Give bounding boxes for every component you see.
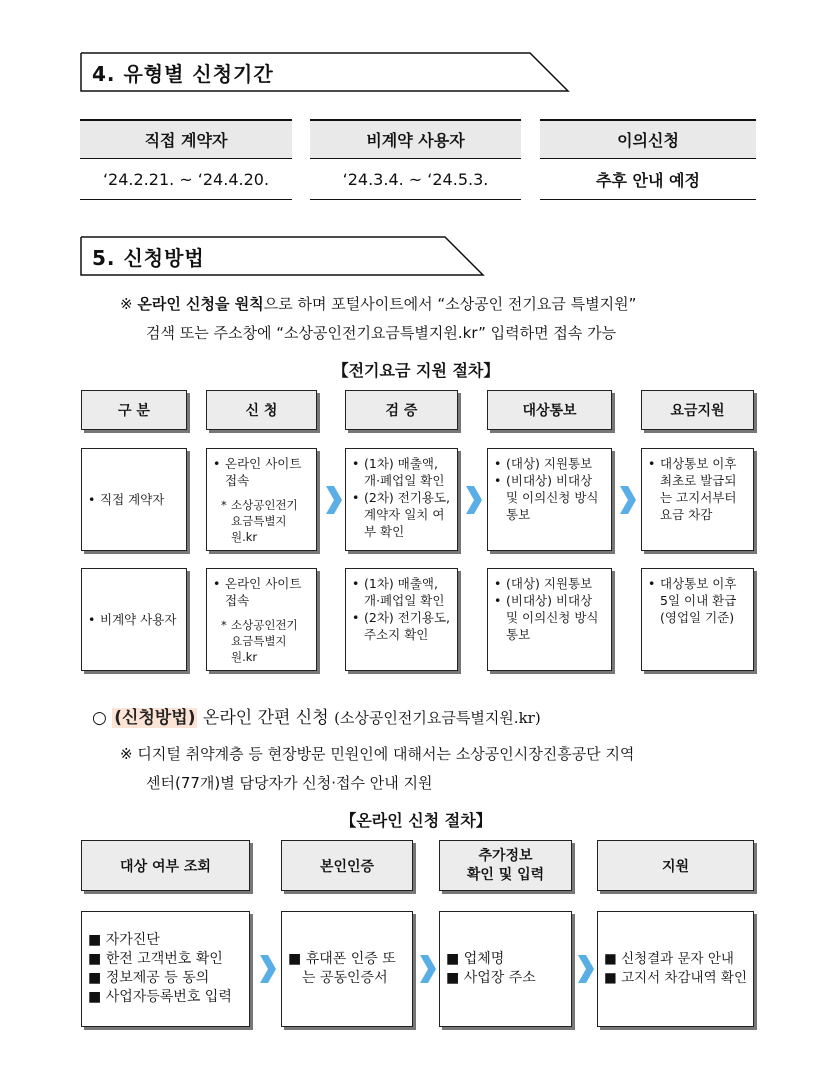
- square-bullet-icon: ■: [288, 951, 302, 967]
- section-4-title-box: [80, 52, 570, 92]
- proc-header-apply: 신 청: [206, 390, 317, 430]
- step-text: 휴대폰 인증 또는 공동인증서: [302, 951, 396, 986]
- notice-item: • (대상) 지원통보: [494, 455, 605, 472]
- step-text: 자가진단: [105, 932, 160, 948]
- step-item: [88, 988, 243, 1007]
- square-bullet-icon: ■: [88, 932, 102, 948]
- chevron-right-icon: [578, 955, 594, 983]
- notice-item: • (대상) 지원통보: [494, 575, 605, 592]
- verify-item: • (2차) 전기용도, 주소지 확인: [352, 609, 451, 643]
- online-header-support: 지원: [597, 840, 754, 891]
- square-bullet-icon: ■: [446, 951, 460, 967]
- proc-header-support: 요금지원: [641, 390, 754, 430]
- online-header-extra-line2: 확인 및 입력: [466, 866, 545, 883]
- online-step-auth: [281, 911, 413, 1027]
- proc-row2-verify: [345, 568, 458, 671]
- chevron-right-icon: [420, 955, 436, 983]
- apply-sub: [213, 497, 310, 545]
- online-header-lookup: 대상 여부 조회: [81, 840, 250, 891]
- proc-header-type: 구 분: [81, 390, 187, 430]
- note-rest: 으로 하며 포털사이트에서 “소상공인 전기요금 특별지원”: [263, 295, 637, 313]
- online-step-extra: [439, 911, 572, 1027]
- method-label: (신청방법): [114, 708, 196, 728]
- step-item: [604, 950, 747, 969]
- proc-row1-apply: [206, 448, 317, 551]
- step-text: 업체명: [463, 951, 505, 967]
- support-note: (영업일 기준): [660, 610, 735, 625]
- online-procedure-title: 【온라인 신청 절차】: [340, 811, 492, 830]
- chevron-right-icon: [326, 486, 342, 514]
- note-bold: 온라인 신청을 원칙: [137, 295, 264, 313]
- notice-item: • (비대상) 비대상 및 이의신청 방식 통보: [494, 592, 605, 643]
- online-note: [120, 290, 770, 348]
- square-bullet-icon: ■: [88, 951, 102, 967]
- apply-sub-mark: *: [221, 498, 227, 512]
- section-5-title: 5. 신청방법: [92, 245, 205, 270]
- step-text: 사업장 주소: [463, 970, 536, 986]
- verify-item: • (1차) 매출액, 개·폐업일 확인: [352, 455, 451, 489]
- online-step-support: [597, 911, 754, 1027]
- proc-header-notice: 대상통보: [487, 390, 612, 430]
- step-text: 정보제공 등 동의: [105, 970, 210, 986]
- proc-row1-support: [641, 448, 754, 551]
- chevron-right-icon: [466, 486, 482, 514]
- period-value-direct: ‘24.2.21. ~ ‘24.4.20.: [80, 160, 292, 200]
- proc-header-verify: 검 증: [345, 390, 458, 430]
- period-header-direct: 직접 계약자: [80, 119, 292, 159]
- apply-main: • 온라인 사이트 접속: [213, 575, 310, 609]
- support-item: • 대상통보 이후 최초로 발급되는 고지서부터 요금 차감: [648, 455, 747, 523]
- step-text: 사업자등록번호 입력: [105, 989, 232, 1005]
- digital-note: [120, 740, 770, 798]
- online-header-extra: [439, 840, 572, 891]
- period-header-noncontract: 비계약 사용자: [310, 119, 521, 159]
- period-value-objection: 추후 안내 예정: [540, 160, 756, 200]
- apply-main: • 온라인 사이트 접속: [213, 455, 310, 489]
- step-text: 고지서 차감내역 확인: [621, 970, 748, 986]
- method-paren: (소상공인전기요금특별지원.kr): [334, 709, 541, 727]
- online-step-lookup: [81, 911, 250, 1027]
- proc-type-label: • 직접 계약자: [88, 491, 164, 508]
- online-header-extra-line1: 추가정보: [478, 847, 533, 864]
- circle-bullet: ○: [92, 708, 107, 728]
- proc-row1-notice: [487, 448, 612, 551]
- square-bullet-icon: ■: [446, 970, 460, 986]
- step-text: 신청결과 문자 안내: [621, 951, 734, 967]
- square-bullet-icon: ■: [604, 951, 617, 967]
- chevron-right-icon: [620, 486, 636, 514]
- apply-sub: [213, 617, 310, 665]
- notice-item: • (비대상) 비대상 및 이의신청 방식 통보: [494, 472, 605, 523]
- online-note-line1: [120, 290, 770, 319]
- support-item: • 대상통보 이후 5일 이내 환급: [648, 575, 747, 609]
- period-value-noncontract: ‘24.3.4. ~ ‘24.5.3.: [310, 160, 521, 200]
- proc-row2-support: [641, 568, 754, 671]
- period-header-objection: 이의신청: [540, 119, 756, 159]
- online-note-line2: 검색 또는 주소창에 “소상공인전기요금특별지원.kr” 입력하면 접속 가능: [146, 324, 617, 342]
- step-item: [604, 969, 747, 988]
- digital-note-line1: [120, 740, 770, 769]
- square-bullet-icon: ■: [88, 970, 102, 986]
- step-item: [446, 969, 565, 988]
- proc-type-label: • 비계약 사용자: [88, 611, 176, 628]
- method-text: 온라인 간편 신청: [202, 708, 329, 728]
- apply-sub-text: 소상공인전기 요금특별지원.kr: [231, 618, 298, 664]
- verify-item: • (1차) 매출액, 개·폐업일 확인: [352, 575, 451, 609]
- proc-row2-type: [81, 568, 187, 671]
- chevron-right-icon: [260, 955, 276, 983]
- step-item: [446, 950, 565, 969]
- proc-row2-apply: [206, 568, 317, 671]
- section-4-title: 4. 유형별 신청기간: [92, 61, 274, 86]
- section-5-title-box: [80, 236, 485, 276]
- square-bullet-icon: ■: [88, 989, 102, 1005]
- step-item: [288, 950, 406, 988]
- apply-sub-text: 소상공인전기 요금특별지원.kr: [231, 498, 298, 544]
- step-item: [88, 931, 243, 950]
- digital-note-text: 디지털 취약계층 등 현장방문 민원인에 대해서는 소상공인시장진흥공단 지역: [137, 745, 635, 763]
- square-bullet-icon: ■: [604, 970, 617, 986]
- online-header-auth: 본인인증: [281, 840, 413, 891]
- procedure-title: 【전기요금 지원 절차】: [332, 361, 500, 380]
- digital-note-line2: 센터(77개)별 담당자가 신청·접수 안내 지원: [146, 774, 433, 792]
- proc-row1-verify: [345, 448, 458, 551]
- step-item: [88, 950, 243, 969]
- step-text: 한전 고객번호 확인: [105, 951, 223, 967]
- proc-row2-notice: [487, 568, 612, 671]
- note-mark: ※: [120, 745, 133, 763]
- online-method-line: [92, 703, 772, 728]
- step-item: [88, 969, 243, 988]
- note-mark: ※: [120, 295, 133, 313]
- proc-row1-type: [81, 448, 187, 551]
- verify-item: • (2차) 전기용도, 계약자 일치 여부 확인: [352, 489, 451, 540]
- apply-sub-mark: *: [221, 618, 227, 632]
